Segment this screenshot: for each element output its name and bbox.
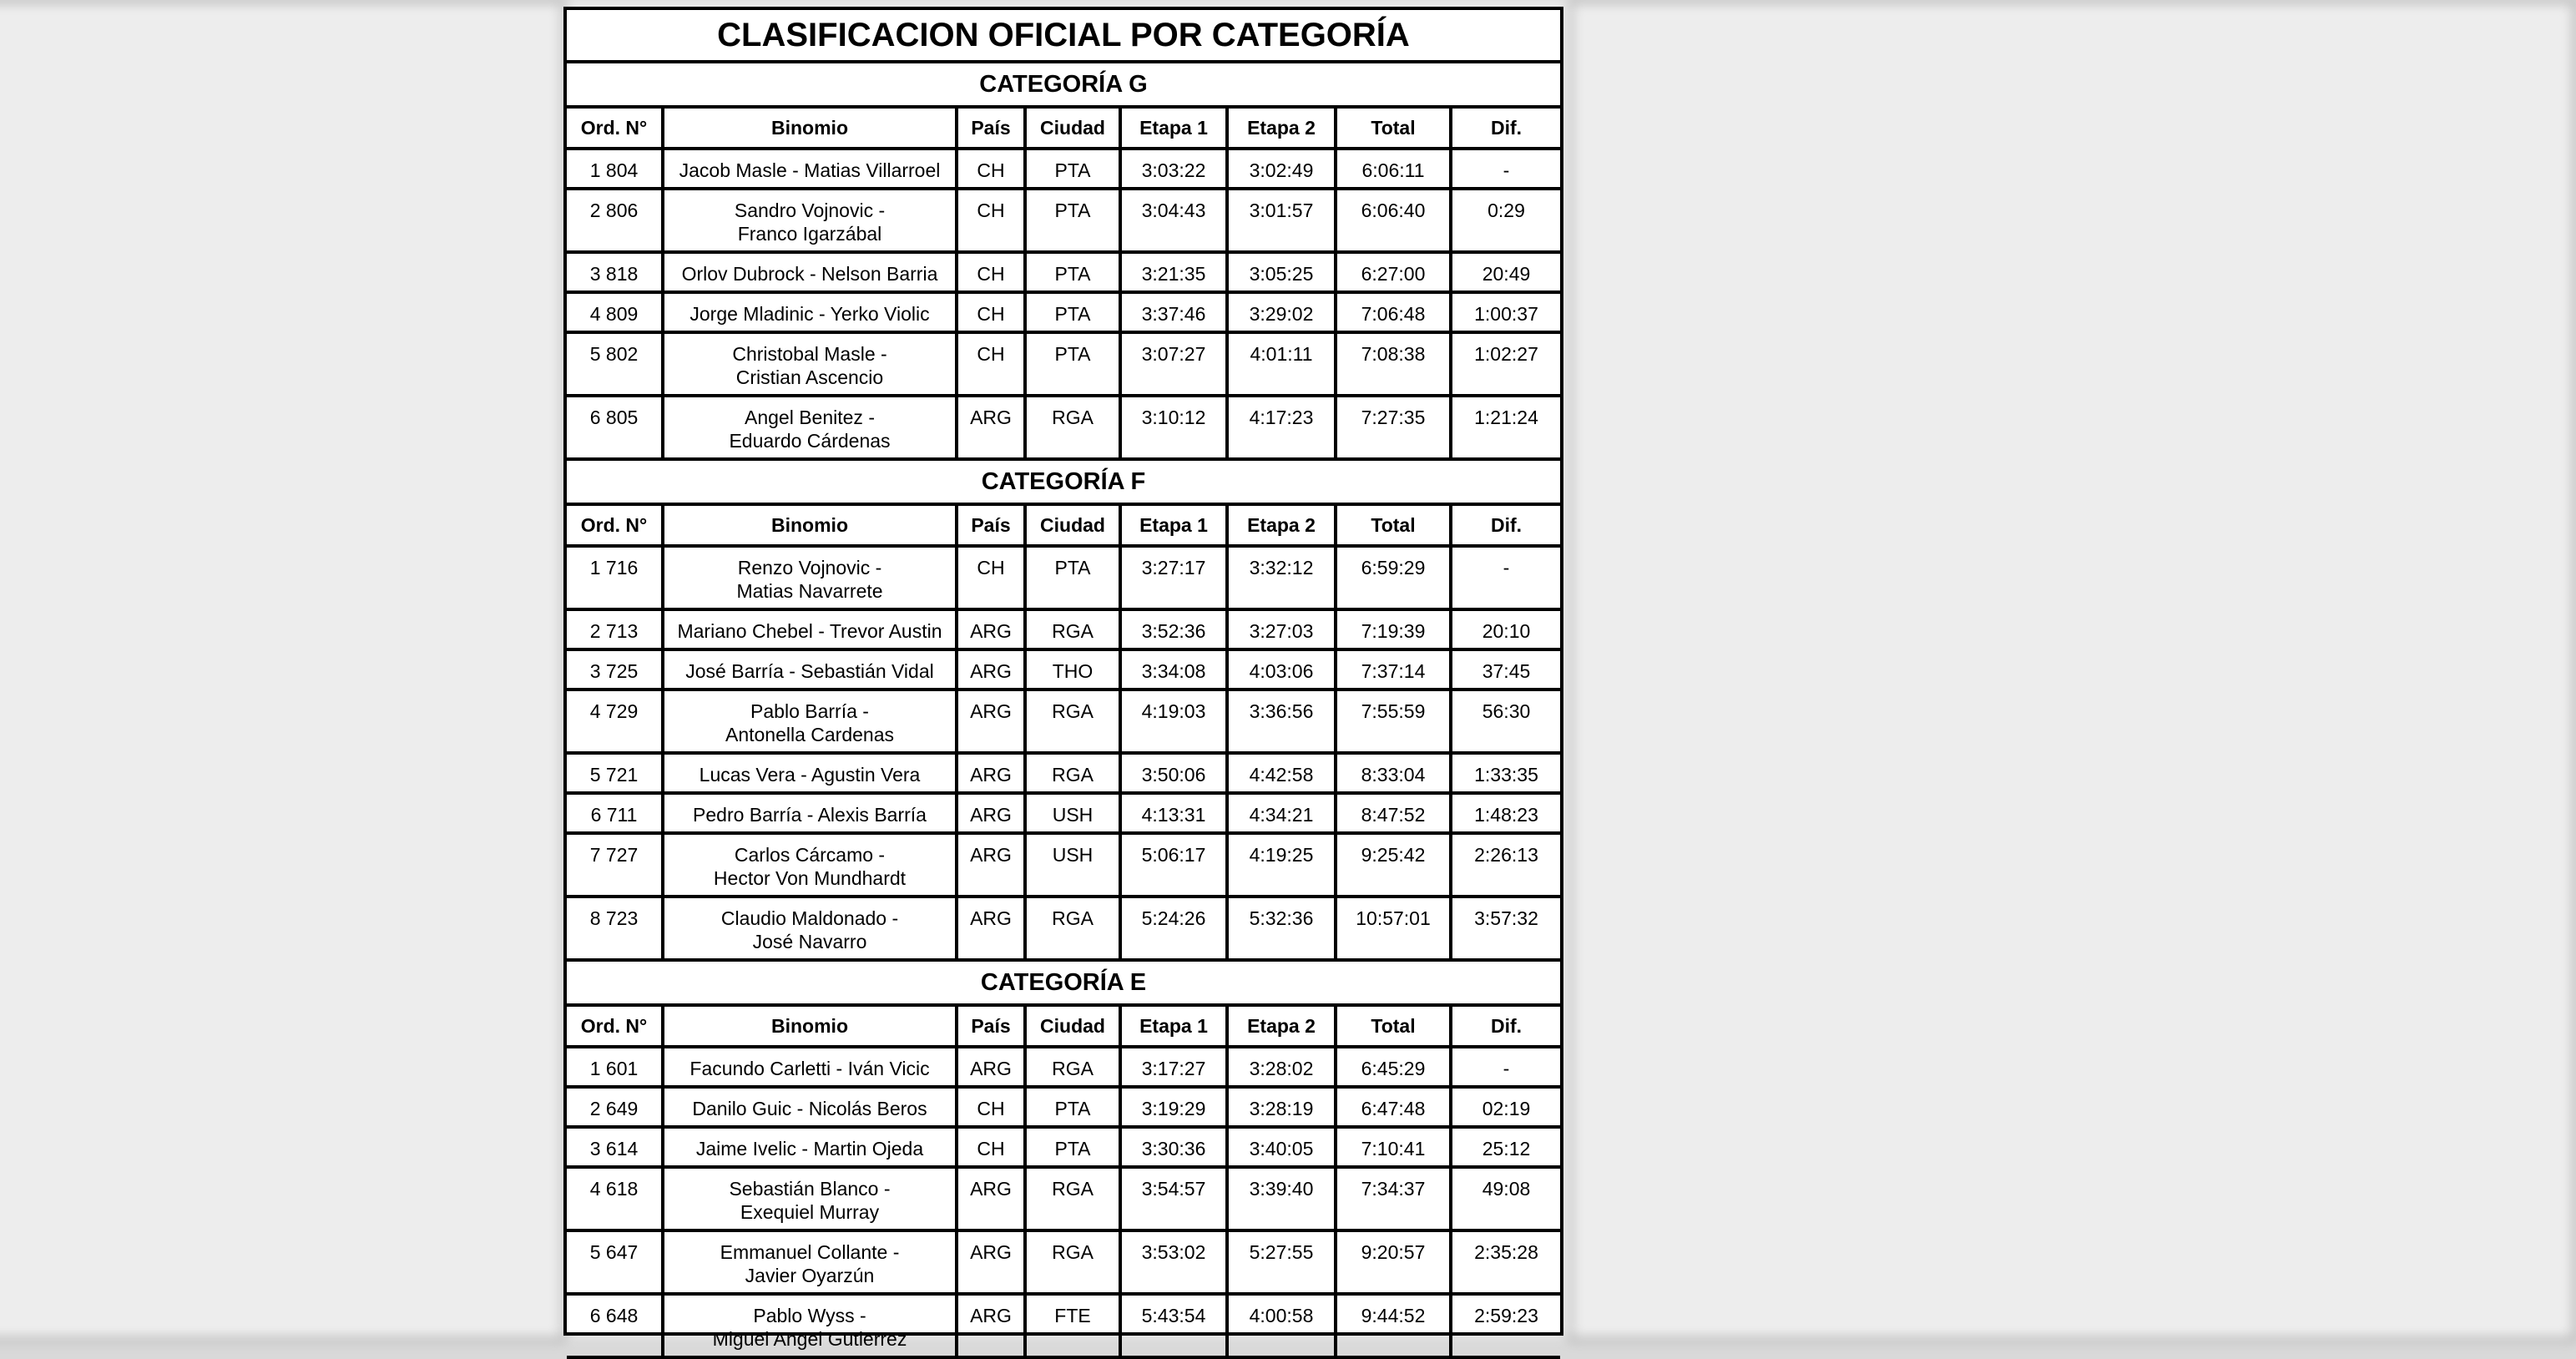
table-cell: 7:10:41 bbox=[1336, 1127, 1451, 1167]
table-cell: CH bbox=[957, 149, 1025, 189]
table-cell: 8:33:04 bbox=[1336, 753, 1451, 793]
table-cell: 4 809 bbox=[567, 292, 663, 332]
table-cell: 3:28:02 bbox=[1227, 1047, 1336, 1087]
table-cell: 10:57:01 bbox=[1336, 897, 1451, 960]
table-cell: - bbox=[1451, 546, 1560, 609]
table-row bbox=[567, 189, 1560, 252]
table-cell: 7:08:38 bbox=[1336, 332, 1451, 396]
column-header: Etapa 2 bbox=[1227, 1007, 1336, 1047]
table-cell: PTA bbox=[1025, 546, 1120, 609]
table-cell: 5:43:54 bbox=[1120, 1294, 1227, 1357]
table-cell: 7:55:59 bbox=[1336, 690, 1451, 753]
category-section bbox=[567, 461, 1560, 962]
category-title: CATEGORÍA F bbox=[567, 461, 1560, 506]
header-row bbox=[567, 109, 1560, 149]
table-cell: PTA bbox=[1025, 292, 1120, 332]
table-cell: 3:54:57 bbox=[1120, 1167, 1227, 1230]
table-cell: 7:27:35 bbox=[1336, 396, 1451, 459]
table-cell: 3:37:46 bbox=[1120, 292, 1227, 332]
column-header: Binomio bbox=[663, 109, 957, 149]
column-header: Ord. N° bbox=[567, 1007, 663, 1047]
table-row bbox=[567, 546, 1560, 609]
table-cell: 3:32:12 bbox=[1227, 546, 1336, 609]
table-cell: 1 804 bbox=[567, 149, 663, 189]
table-cell: 1:02:27 bbox=[1451, 332, 1560, 396]
table-row bbox=[567, 897, 1560, 960]
table-row bbox=[567, 149, 1560, 189]
classification-document bbox=[563, 7, 1563, 1350]
table-cell: CH bbox=[957, 332, 1025, 396]
table-cell: 4:17:23 bbox=[1227, 396, 1336, 459]
table-cell: 20:10 bbox=[1451, 609, 1560, 649]
category-title: CATEGORÍA G bbox=[567, 63, 1560, 109]
table-cell: 6:27:00 bbox=[1336, 252, 1451, 292]
table-cell: 3:04:43 bbox=[1120, 189, 1227, 252]
table-cell: 3:27:17 bbox=[1120, 546, 1227, 609]
table-row bbox=[567, 753, 1560, 793]
column-header: Total bbox=[1336, 1007, 1451, 1047]
table-cell: - bbox=[1451, 149, 1560, 189]
table-cell: Sandro Vojnovic - Franco Igarzábal bbox=[663, 189, 957, 252]
table-cell: FTE bbox=[1025, 1294, 1120, 1357]
table-cell: 9:20:57 bbox=[1336, 1230, 1451, 1294]
table-cell: Christobal Masle - Cristian Ascencio bbox=[663, 332, 957, 396]
table-cell: 4 729 bbox=[567, 690, 663, 753]
table-cell: Carlos Cárcamo - Hector Von Mundhardt bbox=[663, 833, 957, 897]
table-cell: Sebastián Blanco - Exequiel Murray bbox=[663, 1167, 957, 1230]
table-cell: 3:52:36 bbox=[1120, 609, 1227, 649]
header-row bbox=[567, 506, 1560, 546]
column-header: Ord. N° bbox=[567, 109, 663, 149]
results-table bbox=[567, 109, 1560, 461]
table-row bbox=[567, 1294, 1560, 1357]
table-cell: 4:34:21 bbox=[1227, 793, 1336, 833]
table-cell: 5 721 bbox=[567, 753, 663, 793]
column-header: País bbox=[957, 109, 1025, 149]
header-row bbox=[567, 1007, 1560, 1047]
table-cell: 1:21:24 bbox=[1451, 396, 1560, 459]
table-cell: 9:44:52 bbox=[1336, 1294, 1451, 1357]
column-header: Binomio bbox=[663, 506, 957, 546]
table-cell: 2:35:28 bbox=[1451, 1230, 1560, 1294]
table-cell: 8 723 bbox=[567, 897, 663, 960]
table-cell: 1:00:37 bbox=[1451, 292, 1560, 332]
table-cell: 5:32:36 bbox=[1227, 897, 1336, 960]
table-cell: Danilo Guic - Nicolás Beros bbox=[663, 1087, 957, 1127]
table-cell: 2:59:23 bbox=[1451, 1294, 1560, 1357]
table-cell: Orlov Dubrock - Nelson Barria bbox=[663, 252, 957, 292]
table-cell: 4:19:03 bbox=[1120, 690, 1227, 753]
table-cell: 3:05:25 bbox=[1227, 252, 1336, 292]
table-cell: 6:45:29 bbox=[1336, 1047, 1451, 1087]
table-row bbox=[567, 292, 1560, 332]
table-cell: 2 806 bbox=[567, 189, 663, 252]
table-cell: 1 716 bbox=[567, 546, 663, 609]
column-header: Etapa 1 bbox=[1120, 109, 1227, 149]
table-cell: 4:01:11 bbox=[1227, 332, 1336, 396]
table-cell: RGA bbox=[1025, 753, 1120, 793]
column-header: Etapa 1 bbox=[1120, 506, 1227, 546]
table-cell: 3:27:03 bbox=[1227, 609, 1336, 649]
table-cell: ARG bbox=[957, 690, 1025, 753]
table-row bbox=[567, 793, 1560, 833]
table-cell: 4:00:58 bbox=[1227, 1294, 1336, 1357]
table-cell: USH bbox=[1025, 833, 1120, 897]
table-cell: RGA bbox=[1025, 1047, 1120, 1087]
document-title: CLASIFICACION OFICIAL POR CATEGORÍA bbox=[567, 10, 1560, 63]
table-cell: PTA bbox=[1025, 149, 1120, 189]
table-row bbox=[567, 396, 1560, 459]
column-header: Total bbox=[1336, 506, 1451, 546]
table-cell: 5:06:17 bbox=[1120, 833, 1227, 897]
table-cell: Facundo Carletti - Iván Vicic bbox=[663, 1047, 957, 1087]
table-cell: 6:59:29 bbox=[1336, 546, 1451, 609]
column-header: Ciudad bbox=[1025, 1007, 1120, 1047]
category-title: CATEGORÍA E bbox=[567, 962, 1560, 1007]
table-row bbox=[567, 1167, 1560, 1230]
table-cell: 56:30 bbox=[1451, 690, 1560, 753]
table-cell: 3:02:49 bbox=[1227, 149, 1336, 189]
column-header: Ord. N° bbox=[567, 506, 663, 546]
table-row bbox=[567, 690, 1560, 753]
column-header: Binomio bbox=[663, 1007, 957, 1047]
table-cell: 1:33:35 bbox=[1451, 753, 1560, 793]
table-cell: Pablo Barría - Antonella Cardenas bbox=[663, 690, 957, 753]
table-cell: 1 601 bbox=[567, 1047, 663, 1087]
table-cell: RGA bbox=[1025, 396, 1120, 459]
table-cell: Emmanuel Collante - Javier Oyarzún bbox=[663, 1230, 957, 1294]
table-cell: 6:47:48 bbox=[1336, 1087, 1451, 1127]
table-cell: RGA bbox=[1025, 690, 1120, 753]
table-cell: Pablo Wyss - Miguel Angel Gutierrez bbox=[663, 1294, 957, 1357]
column-header: Total bbox=[1336, 109, 1451, 149]
results-table bbox=[567, 506, 1560, 962]
table-row bbox=[567, 332, 1560, 396]
table-cell: 3 725 bbox=[567, 649, 663, 690]
table-cell: 3:10:12 bbox=[1120, 396, 1227, 459]
column-header: Etapa 2 bbox=[1227, 506, 1336, 546]
table-cell: 20:49 bbox=[1451, 252, 1560, 292]
table-cell: ARG bbox=[957, 1230, 1025, 1294]
table-cell: Pedro Barría - Alexis Barría bbox=[663, 793, 957, 833]
categories-container bbox=[567, 63, 1560, 1359]
table-cell: 3:03:22 bbox=[1120, 149, 1227, 189]
table-cell: USH bbox=[1025, 793, 1120, 833]
table-cell: ARG bbox=[957, 753, 1025, 793]
table-cell: 02:19 bbox=[1451, 1087, 1560, 1127]
table-cell: 3:21:35 bbox=[1120, 252, 1227, 292]
table-cell: José Barría - Sebastián Vidal bbox=[663, 649, 957, 690]
table-cell: RGA bbox=[1025, 609, 1120, 649]
table-cell: CH bbox=[957, 1087, 1025, 1127]
table-row bbox=[567, 1047, 1560, 1087]
column-header: Dif. bbox=[1451, 109, 1560, 149]
table-row bbox=[567, 833, 1560, 897]
table-cell: 3:07:27 bbox=[1120, 332, 1227, 396]
results-table bbox=[567, 1007, 1560, 1359]
table-cell: 3 818 bbox=[567, 252, 663, 292]
table-cell: THO bbox=[1025, 649, 1120, 690]
table-cell: 3:19:29 bbox=[1120, 1087, 1227, 1127]
table-cell: CH bbox=[957, 1127, 1025, 1167]
table-cell: 5:27:55 bbox=[1227, 1230, 1336, 1294]
table-cell: ARG bbox=[957, 609, 1025, 649]
column-header: Etapa 2 bbox=[1227, 109, 1336, 149]
table-cell: RGA bbox=[1025, 897, 1120, 960]
table-cell: 2:26:13 bbox=[1451, 833, 1560, 897]
table-cell: 49:08 bbox=[1451, 1167, 1560, 1230]
table-row bbox=[567, 252, 1560, 292]
table-cell: 6:06:11 bbox=[1336, 149, 1451, 189]
category-section bbox=[567, 63, 1560, 461]
table-cell: 6 648 bbox=[567, 1294, 663, 1357]
table-cell: 3:28:19 bbox=[1227, 1087, 1336, 1127]
table-cell: 4 618 bbox=[567, 1167, 663, 1230]
table-cell: 7:34:37 bbox=[1336, 1167, 1451, 1230]
table-cell: 2 649 bbox=[567, 1087, 663, 1127]
table-cell: RGA bbox=[1025, 1230, 1120, 1294]
table-cell: 4:19:25 bbox=[1227, 833, 1336, 897]
table-cell: 3:01:57 bbox=[1227, 189, 1336, 252]
table-cell: 7:37:14 bbox=[1336, 649, 1451, 690]
table-cell: 3:57:32 bbox=[1451, 897, 1560, 960]
table-cell: 3:17:27 bbox=[1120, 1047, 1227, 1087]
table-cell: Lucas Vera - Agustin Vera bbox=[663, 753, 957, 793]
table-cell: 3:36:56 bbox=[1227, 690, 1336, 753]
table-cell: 5 647 bbox=[567, 1230, 663, 1294]
table-cell: 3:39:40 bbox=[1227, 1167, 1336, 1230]
table-cell: 4:03:06 bbox=[1227, 649, 1336, 690]
table-row bbox=[567, 609, 1560, 649]
table-cell: PTA bbox=[1025, 189, 1120, 252]
table-cell: 5:24:26 bbox=[1120, 897, 1227, 960]
table-cell: RGA bbox=[1025, 1167, 1120, 1230]
table-cell: CH bbox=[957, 189, 1025, 252]
column-header: Dif. bbox=[1451, 506, 1560, 546]
table-cell: 6 805 bbox=[567, 396, 663, 459]
table-cell: ARG bbox=[957, 649, 1025, 690]
table-cell: Renzo Vojnovic - Matias Navarrete bbox=[663, 546, 957, 609]
table-cell: 3:53:02 bbox=[1120, 1230, 1227, 1294]
table-cell: 3:40:05 bbox=[1227, 1127, 1336, 1167]
table-cell: Mariano Chebel - Trevor Austin bbox=[663, 609, 957, 649]
column-header: Ciudad bbox=[1025, 506, 1120, 546]
table-cell: 3 614 bbox=[567, 1127, 663, 1167]
table-cell: 7:06:48 bbox=[1336, 292, 1451, 332]
table-cell: 3:50:06 bbox=[1120, 753, 1227, 793]
table-row bbox=[567, 1127, 1560, 1167]
table-cell: 3:34:08 bbox=[1120, 649, 1227, 690]
column-header: País bbox=[957, 506, 1025, 546]
column-header: Ciudad bbox=[1025, 109, 1120, 149]
table-cell: ARG bbox=[957, 1167, 1025, 1230]
table-cell: 7:19:39 bbox=[1336, 609, 1451, 649]
table-cell: ARG bbox=[957, 833, 1025, 897]
table-cell: 9:25:42 bbox=[1336, 833, 1451, 897]
table-cell: - bbox=[1451, 1047, 1560, 1087]
table-cell: 4:13:31 bbox=[1120, 793, 1227, 833]
table-cell: PTA bbox=[1025, 1127, 1120, 1167]
table-cell: 1:48:23 bbox=[1451, 793, 1560, 833]
column-header: País bbox=[957, 1007, 1025, 1047]
table-cell: PTA bbox=[1025, 252, 1120, 292]
table-cell: CH bbox=[957, 252, 1025, 292]
table-cell: 6 711 bbox=[567, 793, 663, 833]
table-cell: 37:45 bbox=[1451, 649, 1560, 690]
table-cell: ARG bbox=[957, 897, 1025, 960]
table-cell: CH bbox=[957, 546, 1025, 609]
table-cell: Claudio Maldonado - José Navarro bbox=[663, 897, 957, 960]
table-cell: PTA bbox=[1025, 1087, 1120, 1127]
column-header: Dif. bbox=[1451, 1007, 1560, 1047]
table-cell: ARG bbox=[957, 1047, 1025, 1087]
table-cell: 2 713 bbox=[567, 609, 663, 649]
table-cell: 7 727 bbox=[567, 833, 663, 897]
table-cell: ARG bbox=[957, 793, 1025, 833]
blurred-copy-right bbox=[1569, 0, 2576, 1341]
column-header: Etapa 1 bbox=[1120, 1007, 1227, 1047]
table-cell: 25:12 bbox=[1451, 1127, 1560, 1167]
table-cell: ARG bbox=[957, 1294, 1025, 1357]
table-row bbox=[567, 649, 1560, 690]
table-cell: 0:29 bbox=[1451, 189, 1560, 252]
table-row bbox=[567, 1087, 1560, 1127]
blurred-copy-left bbox=[0, 0, 564, 1341]
table-cell: Jaime Ivelic - Martin Ojeda bbox=[663, 1127, 957, 1167]
table-cell: 8:47:52 bbox=[1336, 793, 1451, 833]
table-cell: Angel Benitez - Eduardo Cárdenas bbox=[663, 396, 957, 459]
table-cell: 4:42:58 bbox=[1227, 753, 1336, 793]
table-row bbox=[567, 1230, 1560, 1294]
category-section bbox=[567, 962, 1560, 1359]
table-cell: CH bbox=[957, 292, 1025, 332]
table-cell: 3:30:36 bbox=[1120, 1127, 1227, 1167]
table-cell: 6:06:40 bbox=[1336, 189, 1451, 252]
table-cell: PTA bbox=[1025, 332, 1120, 396]
table-cell: 5 802 bbox=[567, 332, 663, 396]
table-cell: Jacob Masle - Matias Villarroel bbox=[663, 149, 957, 189]
table-cell: 3:29:02 bbox=[1227, 292, 1336, 332]
table-cell: ARG bbox=[957, 396, 1025, 459]
table-cell: Jorge Mladinic - Yerko Violic bbox=[663, 292, 957, 332]
